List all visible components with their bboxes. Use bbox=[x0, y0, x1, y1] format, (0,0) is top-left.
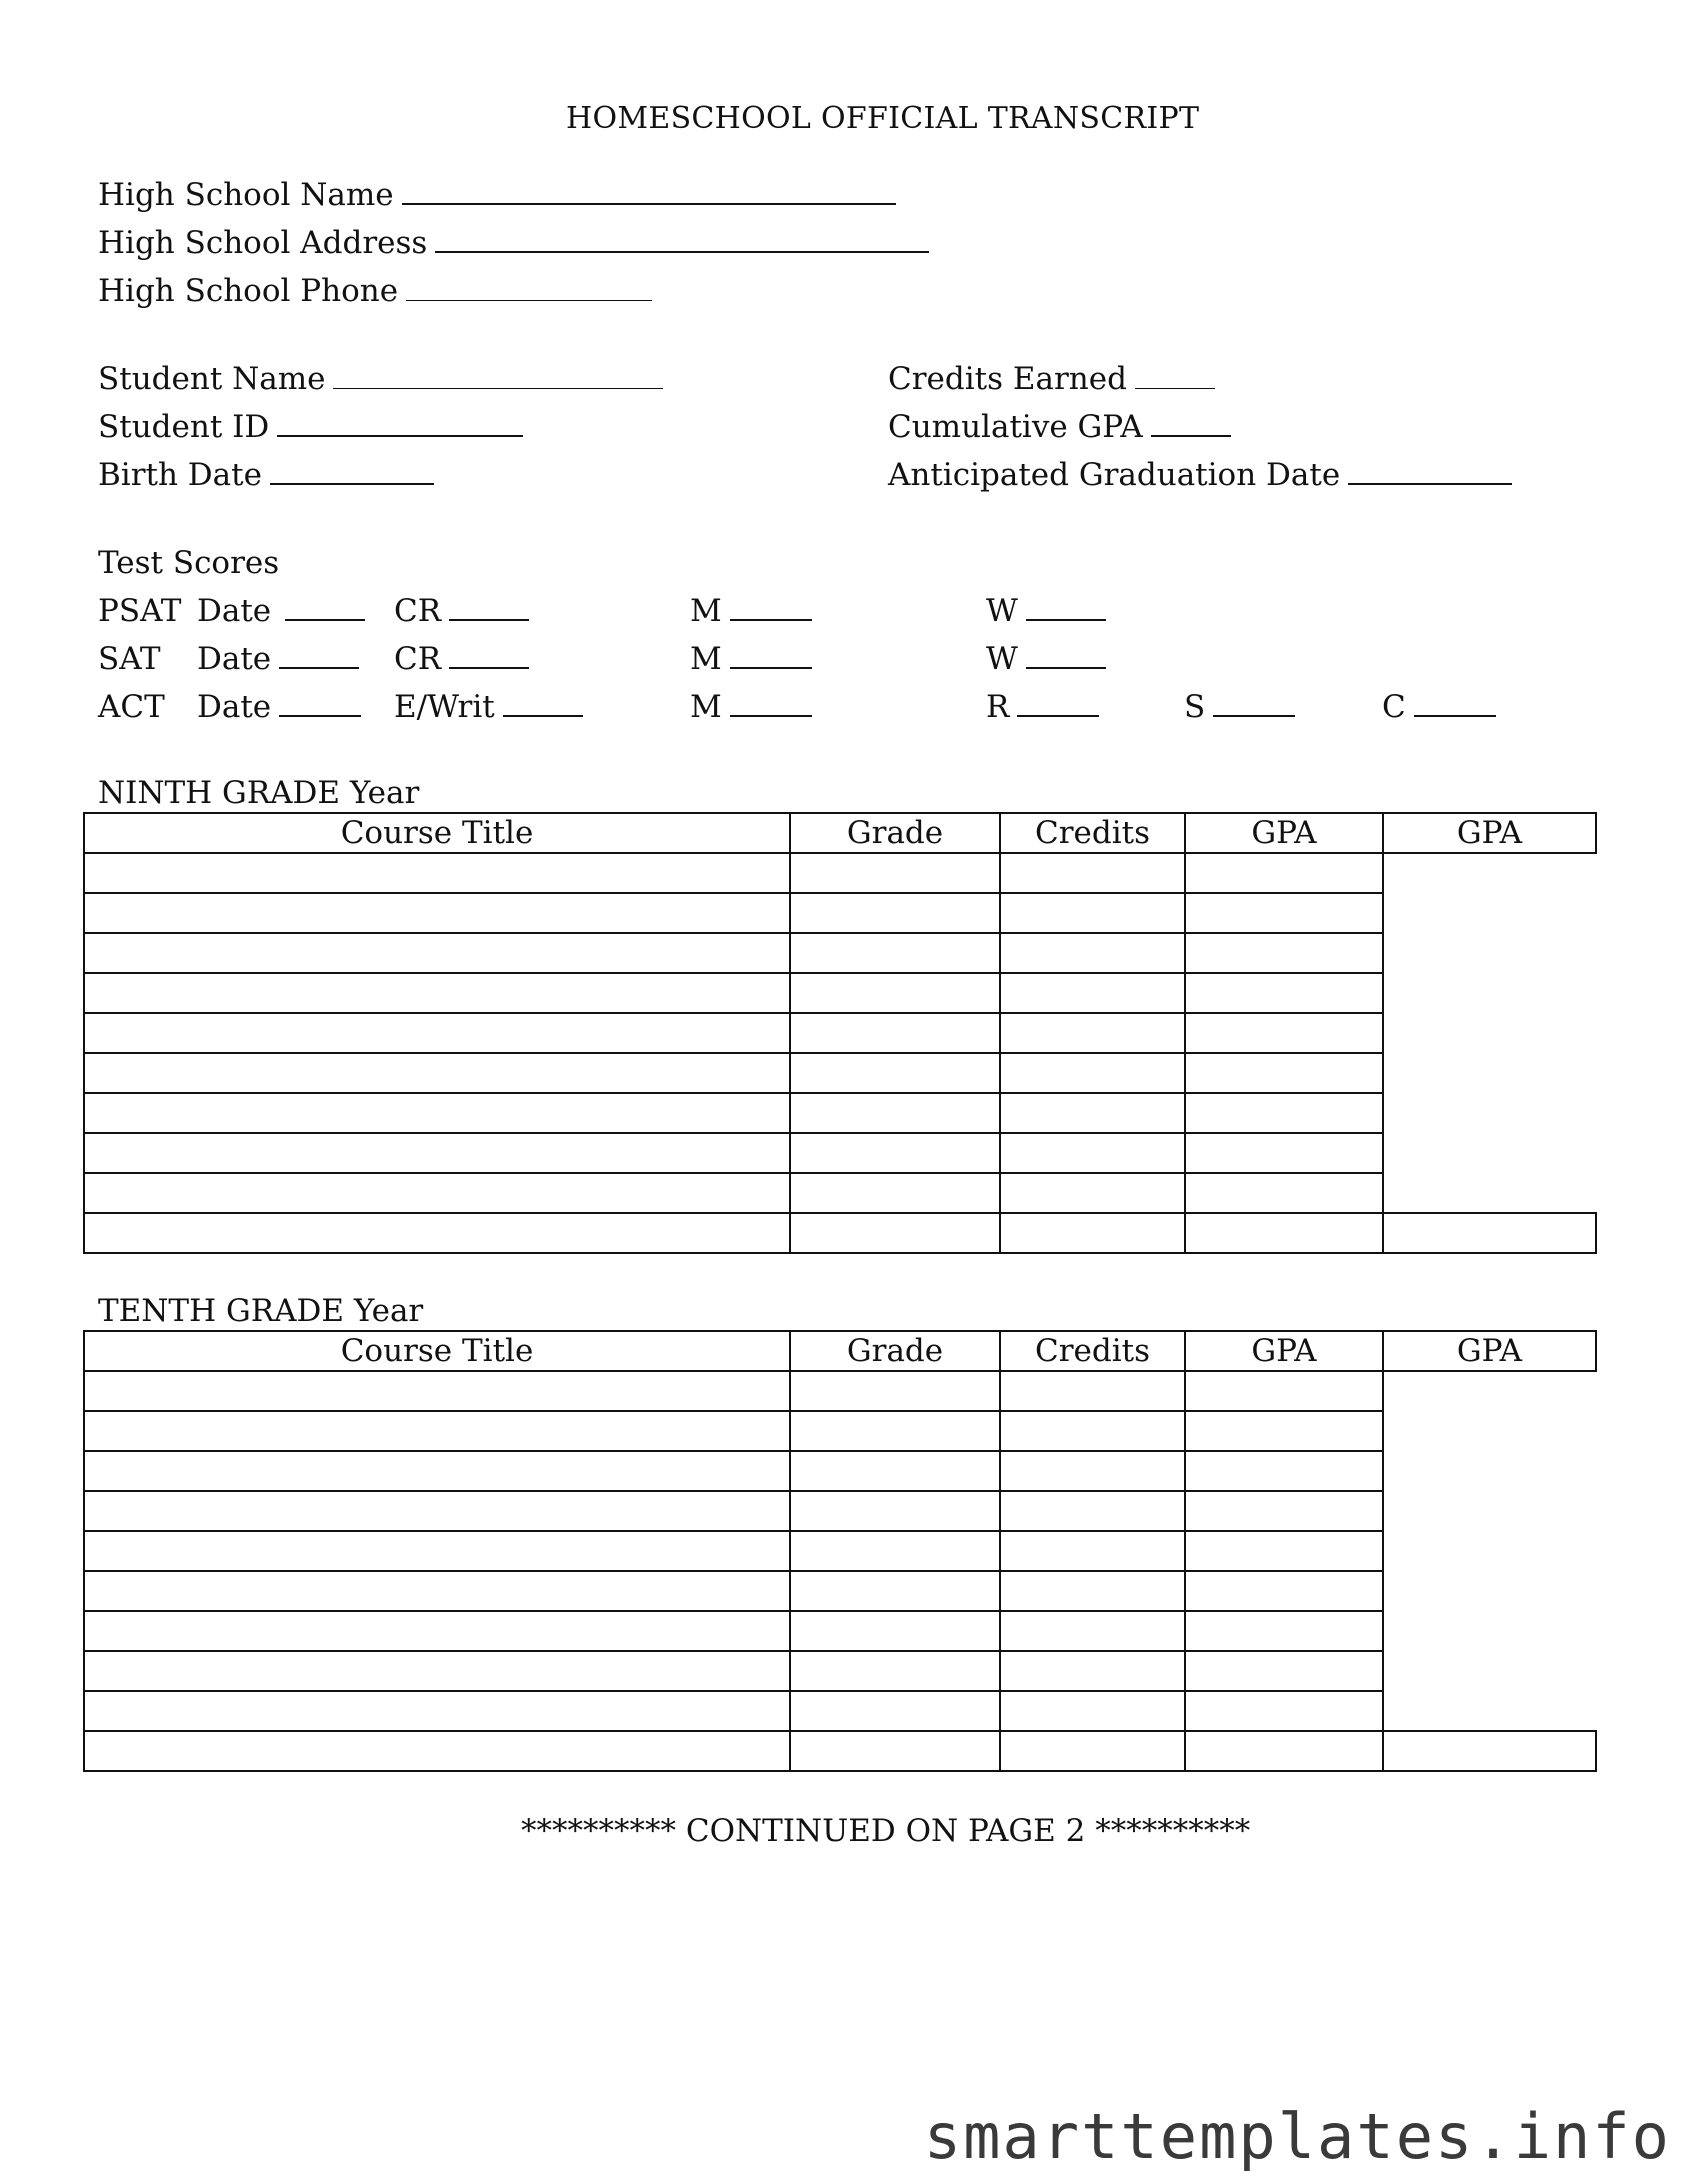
table-cell[interactable] bbox=[84, 973, 790, 1013]
table-cell[interactable] bbox=[84, 1213, 790, 1253]
table-cell[interactable] bbox=[1185, 1213, 1383, 1253]
sat-date-label: Date bbox=[197, 641, 272, 677]
table-cell[interactable] bbox=[1185, 1371, 1383, 1411]
table-cell[interactable] bbox=[1000, 1451, 1185, 1491]
act-s-label: S bbox=[1184, 689, 1206, 725]
table-row bbox=[84, 1731, 1596, 1771]
table-row bbox=[84, 1491, 1596, 1531]
table-cell[interactable] bbox=[1185, 933, 1383, 973]
table-cell[interactable] bbox=[84, 1611, 790, 1651]
school-name-row bbox=[98, 177, 896, 213]
psat-label: PSAT bbox=[98, 593, 182, 629]
table-cell[interactable] bbox=[790, 1053, 1000, 1093]
credits-earned-label: Credits Earned bbox=[888, 361, 1127, 397]
sat-cr-label: CR bbox=[394, 641, 442, 677]
table-cell[interactable] bbox=[1000, 1531, 1185, 1571]
act-ewrit-label: E/Writ bbox=[394, 689, 495, 725]
table-cell[interactable] bbox=[1000, 1053, 1185, 1093]
table-cell[interactable] bbox=[1185, 1491, 1383, 1531]
sat-cr-row bbox=[394, 641, 529, 677]
sat-cr-field[interactable] bbox=[449, 666, 529, 669]
psat-cr-row bbox=[394, 593, 529, 629]
table-cell[interactable] bbox=[84, 1411, 790, 1451]
cumulative-gpa-label: Cumulative GPA bbox=[888, 409, 1143, 445]
table-cell[interactable] bbox=[1000, 893, 1185, 933]
table-cell[interactable] bbox=[1000, 1731, 1185, 1771]
table-cell[interactable] bbox=[1000, 1611, 1185, 1651]
table-cell[interactable] bbox=[1185, 1571, 1383, 1611]
psat-date-field[interactable] bbox=[285, 618, 365, 621]
column-header: GPA bbox=[1185, 1331, 1383, 1371]
column-header: Course Title bbox=[84, 1331, 790, 1371]
graduation-date-field[interactable] bbox=[1348, 482, 1512, 485]
table-cell[interactable] bbox=[1000, 1651, 1185, 1691]
table-cell[interactable] bbox=[1185, 1651, 1383, 1691]
table-cell[interactable] bbox=[84, 1451, 790, 1491]
cumulative-gpa-field[interactable] bbox=[1151, 434, 1231, 437]
psat-w-label: W bbox=[986, 593, 1018, 629]
table-cell[interactable] bbox=[1000, 1013, 1185, 1053]
school-name-label: High School Name bbox=[98, 177, 394, 213]
table-cell[interactable] bbox=[790, 1571, 1000, 1611]
watermark-text: smarttemplates.info bbox=[923, 2100, 1671, 2173]
act-c-row bbox=[1382, 689, 1496, 725]
gpa-total-cell[interactable] bbox=[1383, 1731, 1596, 1771]
act-m-row bbox=[690, 689, 812, 725]
psat-w-row bbox=[986, 593, 1106, 629]
table-cell[interactable] bbox=[790, 933, 1000, 973]
table-cell[interactable] bbox=[1185, 1531, 1383, 1571]
table-cell[interactable] bbox=[1000, 1133, 1185, 1173]
table-cell[interactable] bbox=[1185, 1053, 1383, 1093]
graduation-date-label: Anticipated Graduation Date bbox=[888, 457, 1341, 493]
act-date-row bbox=[197, 689, 361, 725]
tenth-grade-heading: TENTH GRADE Year bbox=[98, 1293, 424, 1329]
credits-earned-row bbox=[888, 361, 1215, 397]
table-row bbox=[84, 893, 1596, 933]
page-title: HOMESCHOOL OFFICIAL TRANSCRIPT bbox=[566, 101, 1200, 136]
act-m-label: M bbox=[690, 689, 722, 725]
table-cell[interactable] bbox=[790, 1531, 1000, 1571]
table-cell[interactable] bbox=[790, 853, 1000, 893]
school-address-label: High School Address bbox=[98, 225, 428, 261]
table-cell[interactable] bbox=[84, 1691, 790, 1731]
column-header: Course Title bbox=[84, 813, 790, 853]
table-row bbox=[84, 1371, 1596, 1411]
act-c-field[interactable] bbox=[1414, 714, 1496, 717]
table-row bbox=[84, 1213, 1596, 1253]
table-row bbox=[84, 1531, 1596, 1571]
table-row bbox=[84, 1013, 1596, 1053]
table-cell[interactable] bbox=[790, 1133, 1000, 1173]
table-cell[interactable] bbox=[1000, 853, 1185, 893]
table-cell[interactable] bbox=[1185, 893, 1383, 933]
table-cell[interactable] bbox=[1000, 1173, 1185, 1213]
act-ewrit-field[interactable] bbox=[503, 714, 583, 717]
table-cell[interactable] bbox=[84, 893, 790, 933]
table-cell[interactable] bbox=[1185, 973, 1383, 1013]
column-header: Grade bbox=[790, 813, 1000, 853]
gpa-summary-cell bbox=[1383, 853, 1596, 1213]
school-phone-row bbox=[98, 273, 652, 309]
table-cell[interactable] bbox=[1000, 1691, 1185, 1731]
table-cell[interactable] bbox=[1185, 1611, 1383, 1651]
table-cell[interactable] bbox=[1185, 1731, 1383, 1771]
student-name-label: Student Name bbox=[98, 361, 326, 397]
table-cell[interactable] bbox=[1000, 1093, 1185, 1133]
student-name-field[interactable] bbox=[333, 387, 663, 389]
table-cell[interactable] bbox=[1185, 1173, 1383, 1213]
table-cell[interactable] bbox=[84, 933, 790, 973]
table-row bbox=[84, 1611, 1596, 1651]
table-row bbox=[84, 1651, 1596, 1691]
table-cell[interactable] bbox=[84, 1371, 790, 1411]
table-cell[interactable] bbox=[790, 1013, 1000, 1053]
table-row bbox=[84, 1093, 1596, 1133]
act-s-field[interactable] bbox=[1213, 714, 1295, 717]
table-cell[interactable] bbox=[790, 1451, 1000, 1491]
cumulative-gpa-row bbox=[888, 409, 1231, 445]
sat-date-row bbox=[197, 641, 359, 677]
school-phone-field[interactable] bbox=[406, 299, 652, 301]
table-row bbox=[84, 1691, 1596, 1731]
school-phone-label: High School Phone bbox=[98, 273, 399, 309]
column-header: Credits bbox=[1000, 813, 1185, 853]
table-cell[interactable] bbox=[790, 1173, 1000, 1213]
column-header: GPA bbox=[1383, 1331, 1596, 1371]
table-cell[interactable] bbox=[790, 1651, 1000, 1691]
table-header-row bbox=[84, 813, 1596, 853]
student-id-field[interactable] bbox=[277, 434, 523, 437]
graduation-date-row bbox=[888, 457, 1512, 493]
ninth-grade-table bbox=[83, 812, 1597, 1254]
sat-m-label: M bbox=[690, 641, 722, 677]
student-id-label: Student ID bbox=[98, 409, 270, 445]
table-cell[interactable] bbox=[84, 1571, 790, 1611]
column-header: Credits bbox=[1000, 1331, 1185, 1371]
table-cell[interactable] bbox=[1000, 933, 1185, 973]
table-cell[interactable] bbox=[790, 1093, 1000, 1133]
school-address-row bbox=[98, 225, 929, 261]
table-header-row bbox=[84, 1331, 1596, 1371]
act-r-field[interactable] bbox=[1017, 714, 1099, 717]
psat-m-label: M bbox=[690, 593, 722, 629]
table-row bbox=[84, 1173, 1596, 1213]
test-scores-heading: Test Scores bbox=[98, 545, 280, 581]
act-date-field[interactable] bbox=[279, 714, 361, 717]
column-header: GPA bbox=[1383, 813, 1596, 853]
table-cell[interactable] bbox=[84, 853, 790, 893]
act-ewrit-row bbox=[394, 689, 583, 725]
table-cell[interactable] bbox=[84, 1731, 790, 1771]
table-cell[interactable] bbox=[1185, 1093, 1383, 1133]
table-cell[interactable] bbox=[84, 1133, 790, 1173]
table-cell[interactable] bbox=[790, 1213, 1000, 1253]
birth-date-field[interactable] bbox=[270, 482, 434, 485]
sat-m-row bbox=[690, 641, 812, 677]
table-cell[interactable] bbox=[1000, 1213, 1185, 1253]
table-cell[interactable] bbox=[1185, 1013, 1383, 1053]
sat-w-label: W bbox=[986, 641, 1018, 677]
table-cell[interactable] bbox=[790, 1491, 1000, 1531]
act-s-row bbox=[1184, 689, 1295, 725]
student-id-row bbox=[98, 409, 523, 445]
table-cell[interactable] bbox=[84, 1491, 790, 1531]
table-cell[interactable] bbox=[1000, 973, 1185, 1013]
act-m-field[interactable] bbox=[730, 714, 812, 717]
ninth-grade-heading: NINTH GRADE Year bbox=[98, 775, 420, 811]
table-row bbox=[84, 1053, 1596, 1093]
table-cell[interactable] bbox=[84, 1531, 790, 1571]
table-row bbox=[84, 1451, 1596, 1491]
psat-cr-label: CR bbox=[394, 593, 442, 629]
gpa-total-cell[interactable] bbox=[1383, 1213, 1596, 1253]
sat-m-field[interactable] bbox=[730, 666, 812, 669]
table-row bbox=[84, 1133, 1596, 1173]
student-name-row bbox=[98, 361, 663, 397]
act-date-label: Date bbox=[197, 689, 272, 725]
act-label: ACT bbox=[98, 689, 165, 725]
continued-note: ********** CONTINUED ON PAGE 2 ********** bbox=[521, 1813, 1251, 1849]
school-address-field[interactable] bbox=[435, 250, 929, 253]
table-cell[interactable] bbox=[84, 1013, 790, 1053]
act-r-row bbox=[986, 689, 1099, 725]
sat-w-field[interactable] bbox=[1026, 666, 1106, 669]
table-cell[interactable] bbox=[790, 1731, 1000, 1771]
psat-cr-field[interactable] bbox=[449, 618, 529, 621]
birth-date-label: Birth Date bbox=[98, 457, 262, 493]
table-row bbox=[84, 853, 1596, 893]
table-row bbox=[84, 973, 1596, 1013]
table-cell[interactable] bbox=[84, 1651, 790, 1691]
table-cell[interactable] bbox=[790, 973, 1000, 1013]
psat-m-field[interactable] bbox=[730, 618, 812, 621]
column-header: Grade bbox=[790, 1331, 1000, 1371]
table-cell[interactable] bbox=[84, 1053, 790, 1093]
table-cell[interactable] bbox=[1000, 1371, 1185, 1411]
table-cell[interactable] bbox=[1000, 1571, 1185, 1611]
table-cell[interactable] bbox=[1000, 1411, 1185, 1451]
sat-w-row bbox=[986, 641, 1106, 677]
sat-label: SAT bbox=[98, 641, 161, 677]
table-cell[interactable] bbox=[790, 893, 1000, 933]
sat-date-field[interactable] bbox=[279, 666, 359, 669]
psat-date-label: Date bbox=[197, 593, 272, 629]
tenth-grade-table bbox=[83, 1330, 1597, 1772]
table-cell[interactable] bbox=[1185, 853, 1383, 893]
table-cell[interactable] bbox=[1185, 1691, 1383, 1731]
act-c-label: C bbox=[1382, 689, 1406, 725]
birth-date-row bbox=[98, 457, 434, 493]
table-cell[interactable] bbox=[790, 1411, 1000, 1451]
psat-m-row bbox=[690, 593, 812, 629]
table-cell[interactable] bbox=[1000, 1491, 1185, 1531]
column-header: GPA bbox=[1185, 813, 1383, 853]
psat-date-row bbox=[197, 593, 365, 629]
table-cell[interactable] bbox=[1185, 1133, 1383, 1173]
table-cell[interactable] bbox=[84, 1093, 790, 1133]
table-row bbox=[84, 933, 1596, 973]
psat-w-field[interactable] bbox=[1026, 618, 1106, 621]
table-cell[interactable] bbox=[1185, 1451, 1383, 1491]
table-cell[interactable] bbox=[790, 1611, 1000, 1651]
table-row bbox=[84, 1411, 1596, 1451]
act-r-label: R bbox=[986, 689, 1010, 725]
table-cell[interactable] bbox=[1185, 1411, 1383, 1451]
table-cell[interactable] bbox=[84, 1173, 790, 1213]
gpa-summary-cell bbox=[1383, 1371, 1596, 1731]
credits-earned-field[interactable] bbox=[1135, 387, 1215, 389]
table-cell[interactable] bbox=[790, 1371, 1000, 1411]
table-row bbox=[84, 1571, 1596, 1611]
table-cell[interactable] bbox=[790, 1691, 1000, 1731]
school-name-field[interactable] bbox=[402, 202, 896, 205]
